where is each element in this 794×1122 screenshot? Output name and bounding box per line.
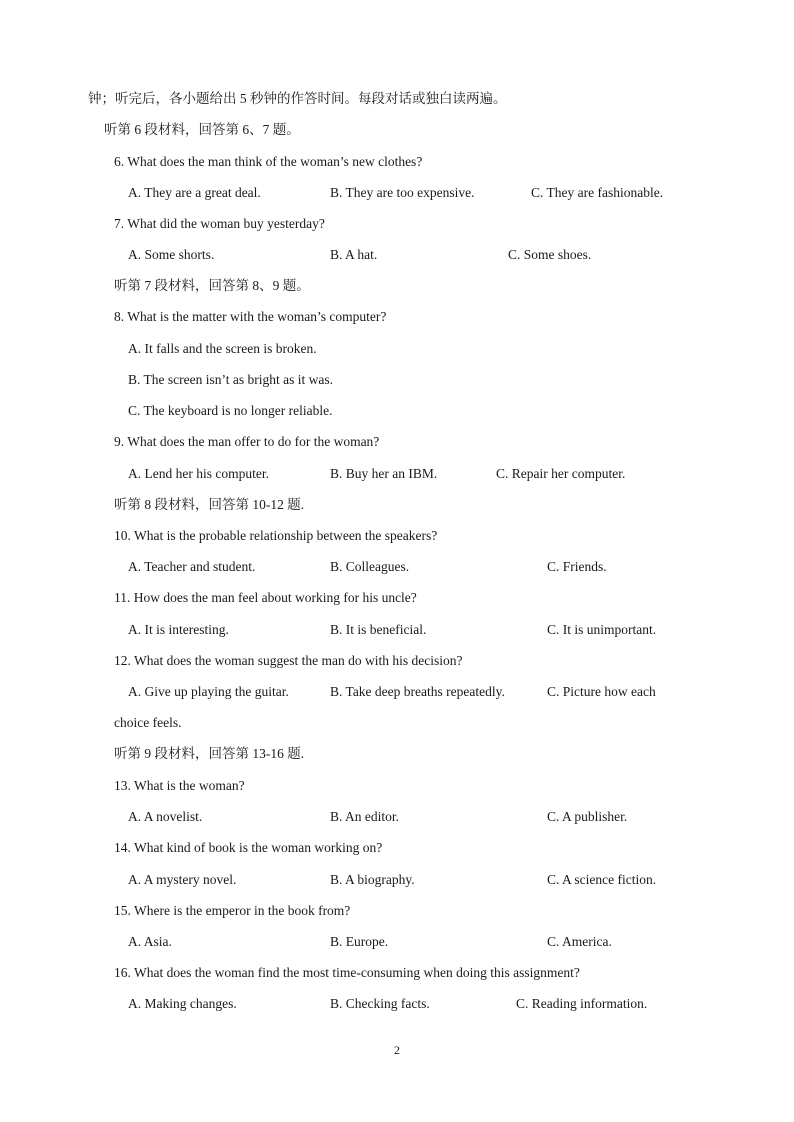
question-text: 15. Where is the emperor in the book from? (114, 903, 351, 918)
option-c: C. Friends. (547, 559, 607, 574)
option-a: A. Lend her his computer. (128, 466, 269, 481)
option-continuation: choice feels. (114, 715, 182, 730)
option-b: B. The screen isn’t as bright as it was. (128, 372, 333, 387)
question-text: 11. How does the man feel about working for his uncle? (114, 590, 417, 605)
option-b: B. Europe. (330, 934, 389, 949)
option-c: C. A science fiction. (547, 872, 657, 887)
option-a: A. A novelist. (128, 809, 203, 824)
page-number: 2 (394, 1043, 400, 1057)
option-a: A. It is interesting. (128, 622, 229, 637)
option-b: B. It is beneficial. (330, 622, 427, 637)
option-c: C. Some shoes. (508, 247, 592, 262)
option-a: A. Teacher and student. (128, 559, 256, 574)
question-text: 14. What kind of book is the woman working on? (114, 840, 383, 855)
question-text: 8. What is the matter with the woman’s computer? (114, 309, 387, 324)
option-c: C. America. (547, 934, 612, 949)
option-a: A. Some shorts. (128, 247, 215, 262)
option-b: B. Checking facts. (330, 996, 430, 1011)
question-text: 9. What does the man offer to do for the woman? (114, 434, 380, 449)
option-c: C. Repair her computer. (496, 466, 626, 481)
option-b: B. Colleagues. (330, 559, 410, 574)
option-c: C. They are fashionable. (531, 185, 664, 200)
question-text: 12. What does the woman suggest the man do with his decision? (114, 653, 463, 668)
option-c: C. The keyboard is no longer reliable. (128, 403, 333, 418)
option-c: C. It is unimportant. (547, 622, 657, 637)
section-heading: 听第 7 段材料，回答第 8、9 题。 (114, 278, 310, 293)
option-a: A. It falls and the screen is broken. (128, 341, 317, 356)
question-text: 16. What does the woman find the most time-consuming when doing this assignment? (114, 965, 580, 980)
option-c: C. Picture how each (547, 684, 656, 699)
option-c: C. Reading information. (516, 996, 648, 1011)
question-text: 7. What did the woman buy yesterday? (114, 216, 325, 231)
question-text: 10. What is the probable relationship between the speakers? (114, 528, 438, 543)
intro-line: 钟；听完后，各小题给出 5 秒钟的作答时间。每段对话或独白读两遍。 (88, 91, 507, 106)
option-b: B. A biography. (330, 872, 415, 887)
option-a: A. A mystery novel. (128, 872, 237, 887)
option-a: A. They are a great deal. (128, 185, 261, 200)
option-a: A. Give up playing the guitar. (128, 684, 289, 699)
option-a: A. Asia. (128, 934, 172, 949)
option-b: B. Buy her an IBM. (330, 466, 438, 481)
section-heading: 听第 8 段材料，回答第 10-12 题. (114, 497, 305, 512)
section-heading: 听第 6 段材料，回答第 6、7 题。 (104, 122, 300, 137)
option-b: B. They are too expensive. (330, 185, 475, 200)
section-heading: 听第 9 段材料，回答第 13-16 题. (114, 746, 305, 761)
option-b: B. Take deep breaths repeatedly. (330, 684, 505, 699)
question-text: 13. What is the woman? (114, 778, 245, 793)
option-a: A. Making changes. (128, 996, 237, 1011)
question-text: 6. What does the man think of the woman’s new clothes? (114, 154, 423, 169)
option-b: B. An editor. (330, 809, 400, 824)
option-b: B. A hat. (330, 247, 378, 262)
option-c: C. A publisher. (547, 809, 628, 824)
